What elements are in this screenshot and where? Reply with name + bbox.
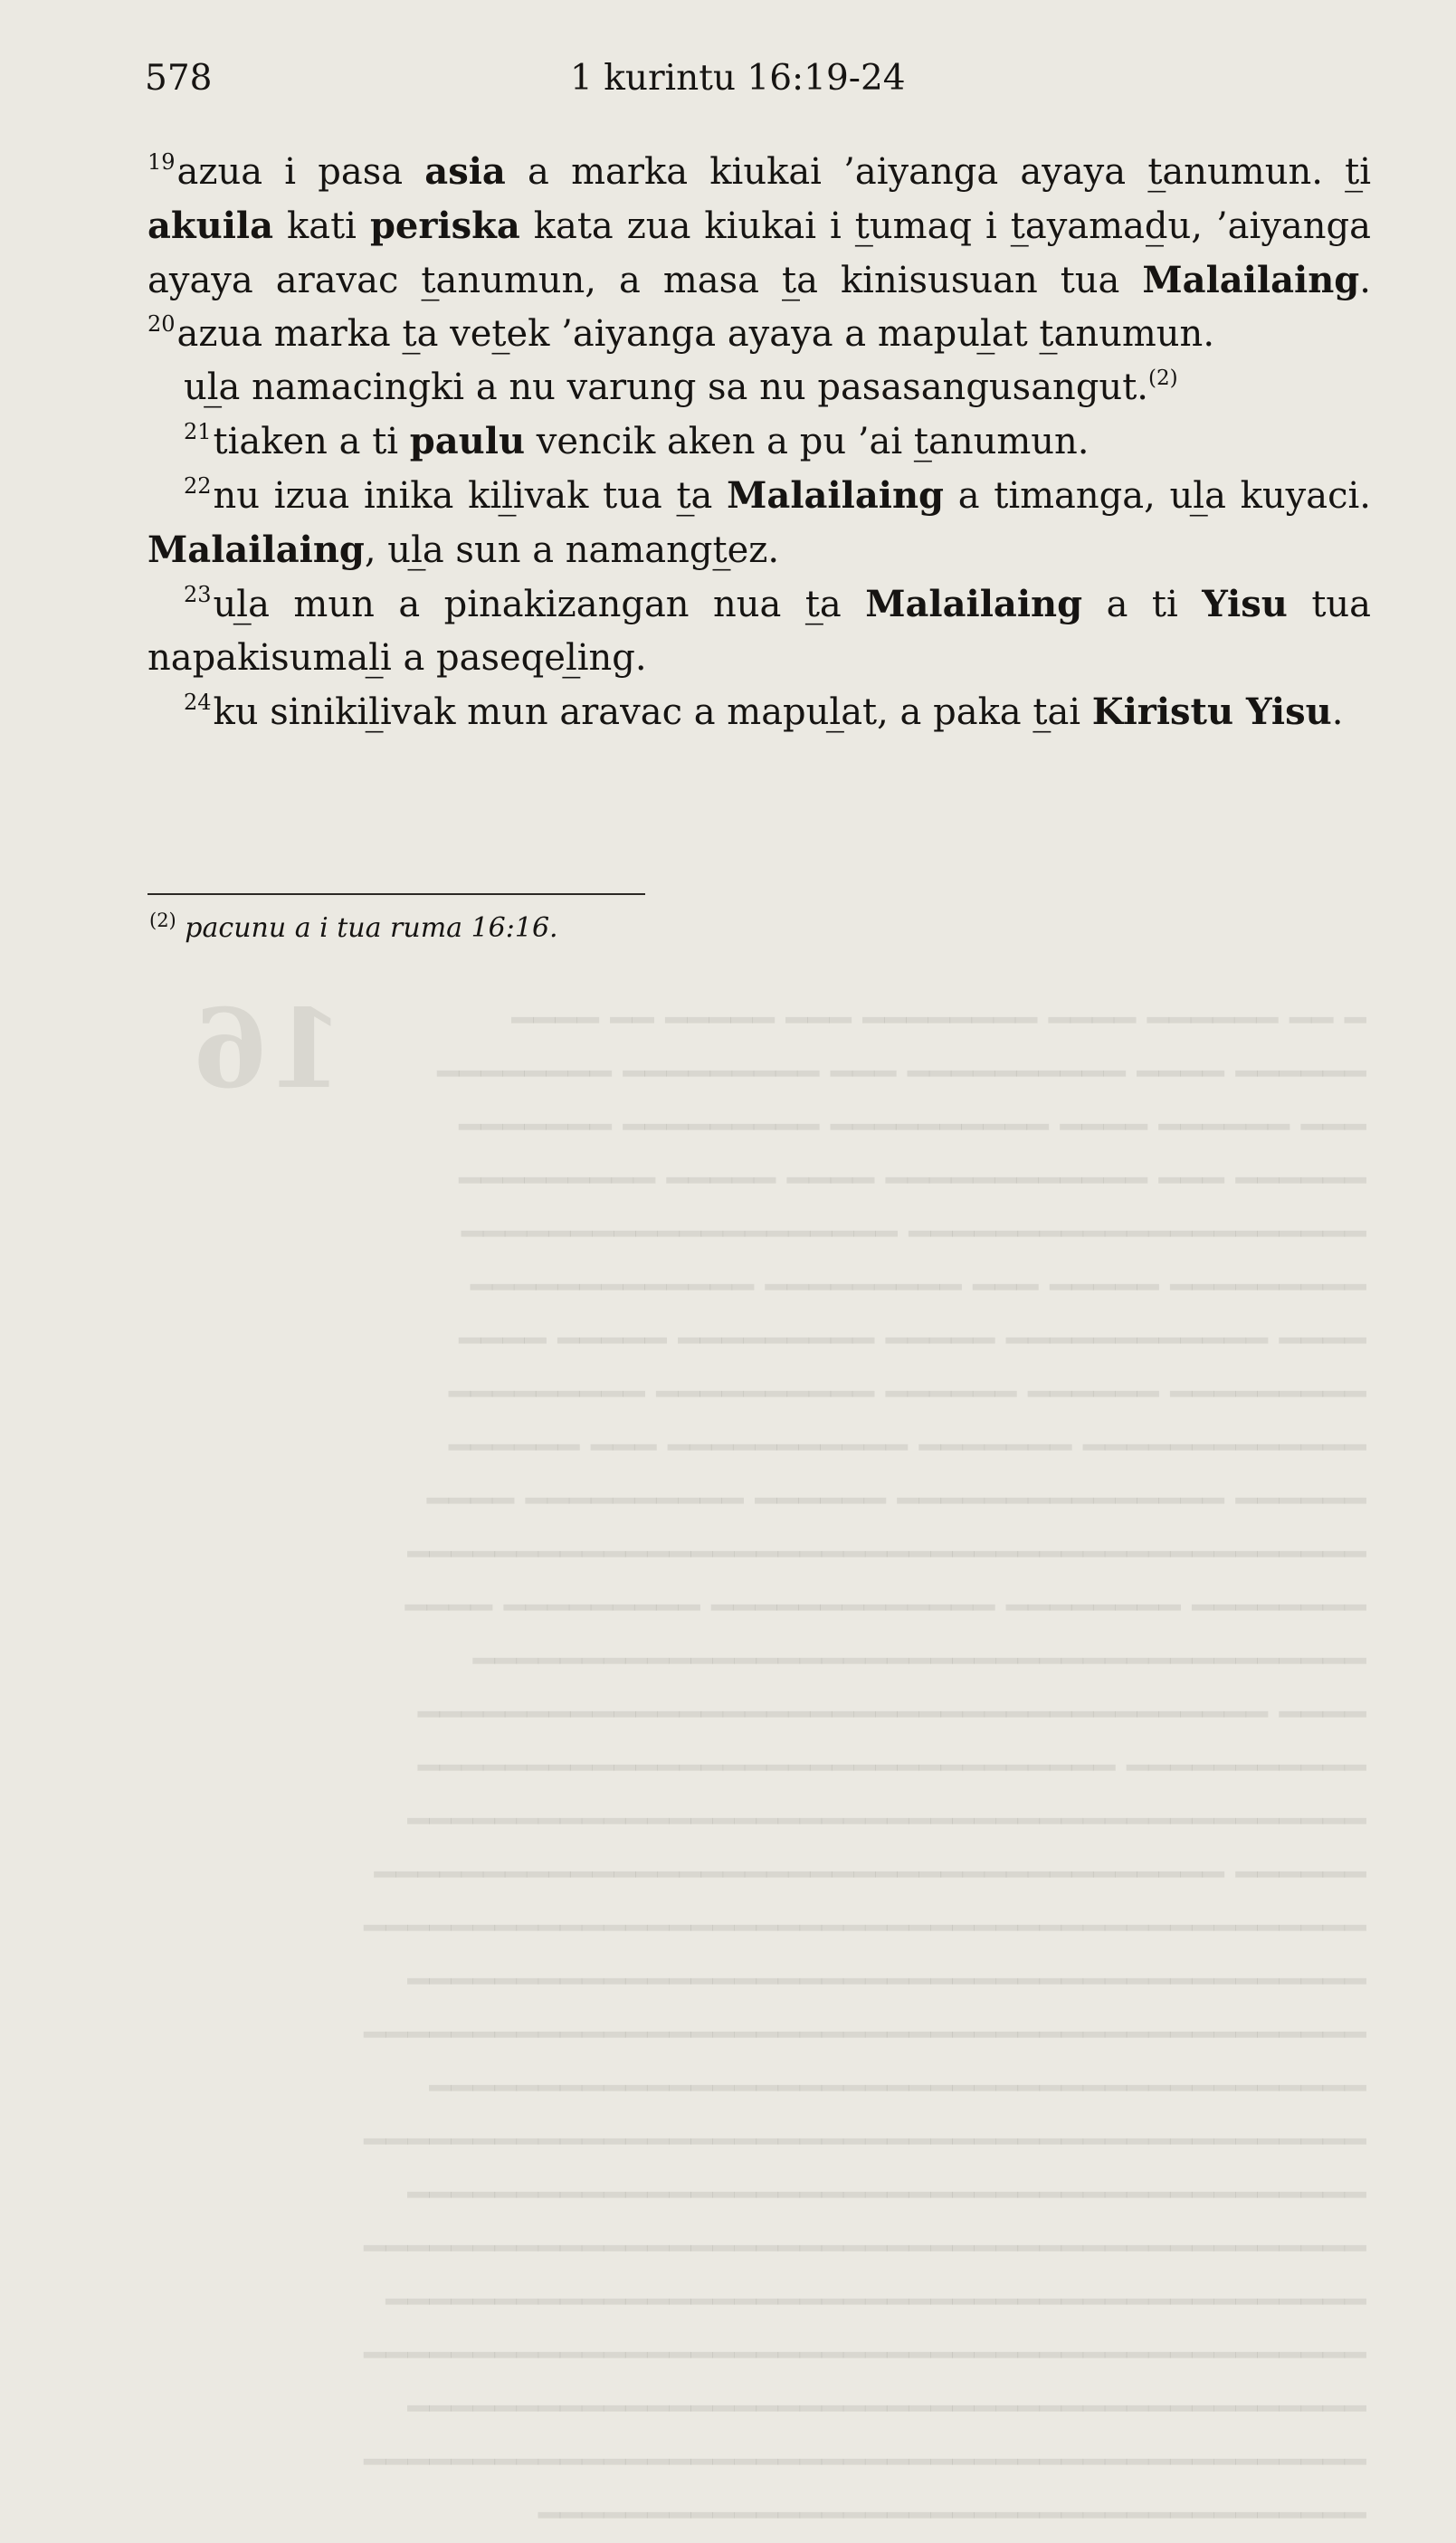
bold-name: Malailaing <box>1142 259 1360 301</box>
running-head: 1 kurintu 16:19-24 <box>570 58 906 99</box>
footnote-text: pacunu a i tua ruma 16:16. <box>185 912 558 944</box>
paragraph <box>148 414 1371 469</box>
verse-number: 21 <box>184 419 212 444</box>
text-run: azua i pasa <box>176 151 425 193</box>
bold-name: Malailaing <box>727 474 944 517</box>
footnote-rule <box>148 893 645 895</box>
bold-name: paulu <box>409 420 526 462</box>
bold-name: Malailaing <box>865 583 1083 625</box>
text-run: . <box>1331 691 1344 733</box>
footnote <box>149 912 558 944</box>
bold-name: Yisu <box>1202 583 1288 625</box>
paragraph <box>148 685 1371 739</box>
paragraph <box>148 145 1371 361</box>
text-run: tua napakisumal̲i a paseqel̲ing. <box>148 584 1371 679</box>
show-through-bleed: ━ ━━ ━━━━━━ ━━━━ ━━━━━━━━ ━━━ ━━━━━ ━━ ━━━━ ━━━━━━ ━━━━ ━━━━━━━━━━ ━━━ ━━━━━━━━━ ━━━━━━━━ ━━━ ━━━━━━ ━━━━ ━━━━━━━━━━ ━━━━━━━━━ ━━━━━━━ ━━━━━━ ━━━ ━━━━━━━━━━━━ ━━━━ ━━━━━ ━━━━━━━━━ ━━━━━━━━━━━━━━━━━━━━━ ━━━━━━━━━━━━━━━━━━━━ ━━━━━━━━━ ━━━━━ ━━━ ━━━━━━━━━ ━━━━━━━━━━━━━ ━━━━ ━━━━━━━━━━━━ ━━━━━ ━━━━━━━━━ ━━━━━ ━━━━ ━━━━━━━━━ ━━━━━━ ━━━━━━ ━━━━━━━━━━ ━━━━━━━━━ ━━━━━━━━━━━━━ ━━━━━━━ ━━━━━━━━━━━ ━━━ ━━━━━━ ━━━━━━ ━━━━━━━━━━━━━━━ ━━━━━━ ━━━━━━━━━━ ━━━━ ━━━━━━━━━━━━━━━━━━━━━━━━━━━━━━━━━━━━━━━━━━━━ ━━━━━━━━ ━━━━━━━━ ━━━━━━━━━━━━━ ━━━━━━━━━ ━━━━ ━━━━━━━━━━━━━━━━━━━━━━━━━━━━━━━━━━━━━━━━━ ━━━━ ━━━━━━━━━━━━━━━━━━━━━━━━━━━━━━━━━━━━━━━ ━━━━━━━━━━━ ━━━━━━━━━━━━━━━━━━━━━━━━━━━━━━━━ ━━━━━━━━━━━━━━━━━━━━━━━━━━━━━━━━━━━━━━━━━━━━ ━━━━━━ ━━━━━━━━━━━━━━━━━━━━━━━━━━━━━━━━━━━━━━━ ━━━━━━━━━━━━━━━━━━━━━━━━━━━━━━━━━━━━━━━━━━━━━━ ━━━━━━━━━━━━━━━━━━━━━━━━━━━━━━━━━━━━━━━━━━━━ ━━━━━━━━━━━━━━━━━━━━━━━━━━━━━━━━━━━━━━━━━━━━━━ ━━━━━━━━━━━━━━━━━━━━━━━━━━━━━━━━━━━━━━━━━━━ ━━━━━━━━━━━━━━━━━━━━━━━━━━━━━━━━━━━━━━━━━━━━━━ ━━━━━━━━━━━━━━━━━━━━━━━━━━━━━━━━━━━━━━━━━━━━ ━━━━━━━━━━━━━━━━━━━━━━━━━━━━━━━━━━━━━━━━━━━━━━ ━━━━━━━━━━━━━━━━━━━━━━━━━━━━━━━━━━━━━━━━━━━━━ ━━━━━━━━━━━━━━━━━━━━━━━━━━━━━━━━━━━━━━━━━━━━━━ ━━━━━━━━━━━━━━━━━━━━━━━━━━━━━━━━━━━━━━━━━━━━ ━━━━━━━━━━━━━━━━━━━━━━━━━━━━━━━━━━━━━━━━━━━━━━ ━━━━━━━━━━━━━━━━━━━━━━━━━━━━━━━━━━━━━━ 16 <box>193 986 1366 2537</box>
text-run: kati <box>273 205 370 247</box>
text-run: nu izua inika kil̲ivak tua t̲a <box>213 475 728 517</box>
verse-number: 23 <box>184 582 212 607</box>
bold-name: Kiristu Yisu <box>1091 691 1332 733</box>
verse-number: 20 <box>148 311 176 337</box>
page-header <box>145 58 1366 109</box>
paragraph <box>148 361 1371 414</box>
text-run: ku sinikil̲ivak mun aravac a mapul̲at, a paka t̲ai <box>213 691 1092 733</box>
scripture-text <box>148 145 1371 739</box>
bold-name: asia <box>424 150 506 193</box>
verse-number: 19 <box>148 149 176 175</box>
page-number: 578 <box>145 58 213 99</box>
text-run: ul̲a namacingki a nu varung sa nu pasasangusangut. <box>184 367 1148 408</box>
text-run: a marka kiukai ’aiyanga ayaya t̲anumun. t̲i <box>505 151 1371 193</box>
text-run: kata zua kiukai i t̲umaq i t̲ayamad̲u, ’aiyanga ayaya aravac t̲anumun, a masa t̲a kinisusuan tua <box>148 205 1371 301</box>
verse-number: 24 <box>184 690 212 715</box>
text-run: vencik aken a pu ’ai t̲anumun. <box>525 421 1090 462</box>
footnote-reference: (2) <box>1147 367 1178 390</box>
text-run: a timanga, ul̲a kuyaci. <box>944 475 1371 517</box>
text-run: ul̲a mun a pinakizangan nua t̲a <box>213 584 866 625</box>
verse-number: 22 <box>184 473 212 499</box>
bold-name: akuila <box>148 205 274 247</box>
bold-name: Malailaing <box>148 529 365 571</box>
text-run: tiaken a ti <box>213 421 410 462</box>
text-run: azua marka t̲a vet̲ek ’aiyanga ayaya a mapul̲at t̲anumun. <box>176 313 1215 355</box>
text-run: , ul̲a sun a namangt̲ez. <box>364 529 780 571</box>
paragraph <box>148 577 1371 685</box>
paragraph <box>148 469 1371 577</box>
text-run: a ti <box>1082 584 1203 625</box>
text-run: . <box>1359 260 1371 301</box>
footnote-mark: (2) <box>149 910 176 931</box>
bold-name: periska <box>369 205 520 247</box>
